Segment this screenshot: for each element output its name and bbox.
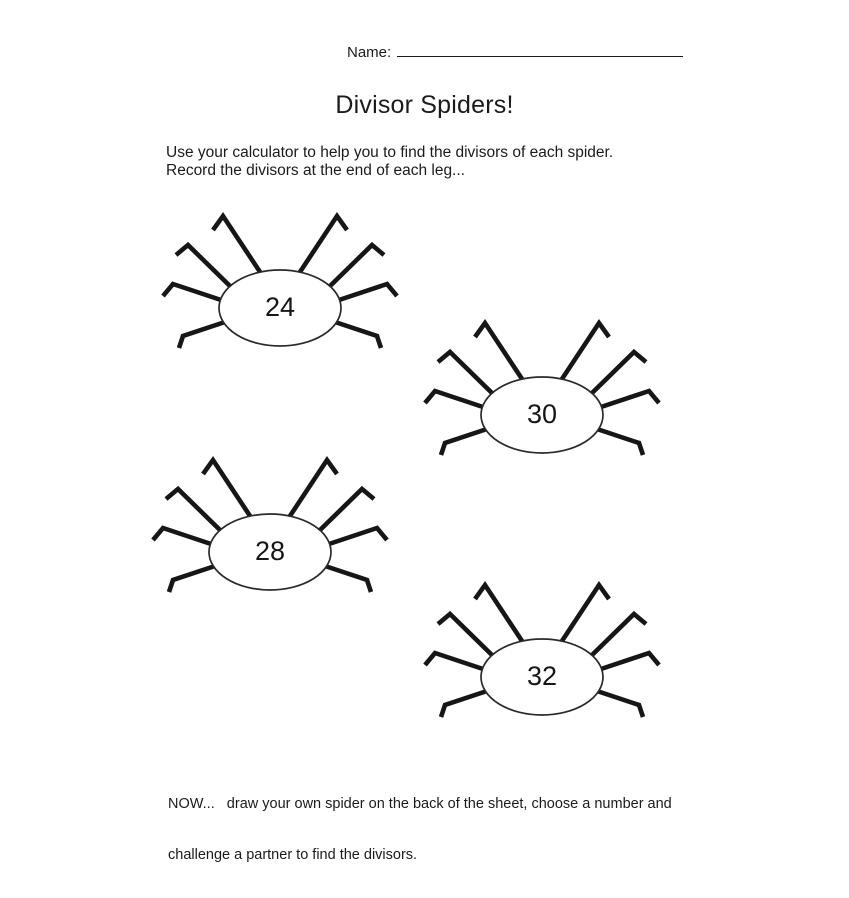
spider-leg [425, 391, 486, 408]
spider-leg [176, 245, 232, 288]
spider-figure-30 [422, 315, 662, 475]
spider-leg [296, 216, 347, 278]
spider-leg [169, 565, 218, 592]
spider-leg [594, 428, 643, 455]
spider-figure-28 [150, 452, 390, 612]
spider-leg [441, 428, 490, 455]
instructions-text [166, 144, 613, 179]
spider-number: 24 [264, 292, 296, 322]
footer-line-1: NOW... draw your own spider on the back of the sheet, choose a number and [168, 796, 672, 812]
spider-leg [590, 614, 646, 657]
spider-leg [598, 653, 659, 670]
footer-note [168, 762, 672, 898]
spider-leg [425, 653, 486, 670]
spider-leg [318, 489, 374, 532]
spider-leg [153, 528, 214, 545]
spider-leg [326, 528, 387, 545]
spider-leg [163, 284, 224, 301]
spider-leg [179, 321, 228, 348]
spider-leg [332, 321, 381, 348]
spider-leg [322, 565, 371, 592]
instructions-line-2: Record the divisors at the end of each leg... [166, 161, 465, 179]
spider-leg [598, 391, 659, 408]
spider-number: 28 [254, 536, 286, 566]
spider-leg [336, 284, 397, 301]
spider-leg [213, 216, 264, 278]
spider-drawing [422, 577, 662, 737]
spider-leg [286, 460, 337, 522]
name-field-label: Name: [347, 44, 392, 61]
name-row [347, 42, 683, 61]
spider-leg [438, 614, 494, 657]
spider-leg [438, 352, 494, 395]
spider-leg [328, 245, 384, 288]
spider-drawing [160, 208, 400, 368]
spider-leg [558, 585, 609, 647]
spider-figure-32 [422, 577, 662, 737]
spider-figure-24 [160, 208, 400, 368]
spider-leg [203, 460, 254, 522]
spider-leg [590, 352, 646, 395]
page-title: Divisor Spiders! [335, 91, 514, 119]
instructions-line-1: Use your calculator to help you to find the divisors of each spider. [166, 144, 614, 161]
spider-leg [475, 323, 526, 385]
spider-leg [594, 690, 643, 717]
name-blank-line [397, 42, 683, 57]
spider-leg [441, 690, 490, 717]
spider-drawing [422, 315, 662, 475]
spider-drawing [150, 452, 390, 612]
spider-leg [558, 323, 609, 385]
spider-number: 32 [526, 661, 558, 691]
spider-leg [166, 489, 222, 532]
spider-number: 30 [526, 399, 558, 429]
spider-leg [475, 585, 526, 647]
footer-line-2: challenge a partner to find the divisors. [168, 847, 418, 863]
